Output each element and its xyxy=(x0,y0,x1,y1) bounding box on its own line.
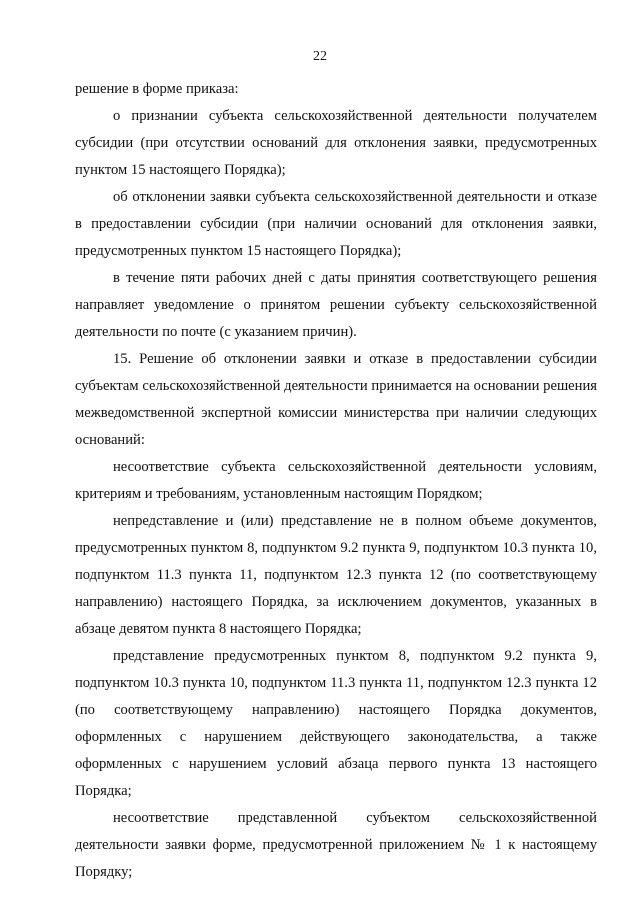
paragraph-ground-violations: представление предусмотренных пунктом 8, подпунктом 9.2 пункта 9, подпунктом 10.3 пункта 10, подпунктом 11.3 пункта 11, подпунктом 12.3 пункта 12 (по соответствующему направлению) настоящего Порядка документов, оформленных с нарушением действующего законодательства, а также оформленных с нарушением условий абзаца первого пункта 13 настоящего Порядка; xyxy=(75,648,597,799)
paragraph-clause-15: 15. Решение об отклонении заявки и отказе в предоставлении субсидии субъектам сельскохозяйственной деятельности принимается на основании решения межведомственной экспертной комиссии министерства при наличии следующих оснований: xyxy=(75,351,597,448)
paragraph-ground-nonconformity: несоответствие субъекта сельскохозяйственной деятельности условиям, критериям и требованиям, установленным настоящим Порядком; xyxy=(75,459,597,502)
page-number: 22 xyxy=(313,49,327,64)
document-body xyxy=(75,76,597,886)
paragraph-ground-nonsubmission: непредставление и (или) представление не в полном объеме документов, предусмотренных пунктом 8, подпунктом 9.2 пункта 9, подпунктом 10.3 пункта 10, подпунктом 11.3 пункта 11, подпунктом 12.3 пункта 12 (по соответствующему направлению) настоящего Порядка, за исключением документов, указанных в абзаце девятом пункта 8 настоящего Порядка; xyxy=(75,513,597,637)
paragraph-rejection-application: об отклонении заявки субъекта сельскохозяйственной деятельности и отказе в предоставлении субсидии (при наличии оснований для отклонения заявки, предусмотренных пунктом 15 настоящего Порядка); xyxy=(75,189,597,259)
paragraph-recognition-recipient: о признании субъекта сельскохозяйственной деятельности получателем субсидии (при отсутствии оснований для отклонения заявки, предусмотренных пунктом 15 настоящего Порядка); xyxy=(75,108,597,178)
paragraph-decision-form: решение в форме приказа: xyxy=(75,81,239,97)
paragraph-notification: в течение пяти рабочих дней с даты принятия соответствующего решения направляет уведомление о принятом решении субъекту сельскохозяйственной деятельности по почте (с указанием причин). xyxy=(75,270,597,340)
paragraph-ground-form-mismatch: несоответствие представленной субъектом сельскохозяйственной деятельности заявки форме, предусмотренной приложением № 1 к настоящему Порядку; xyxy=(75,810,597,880)
